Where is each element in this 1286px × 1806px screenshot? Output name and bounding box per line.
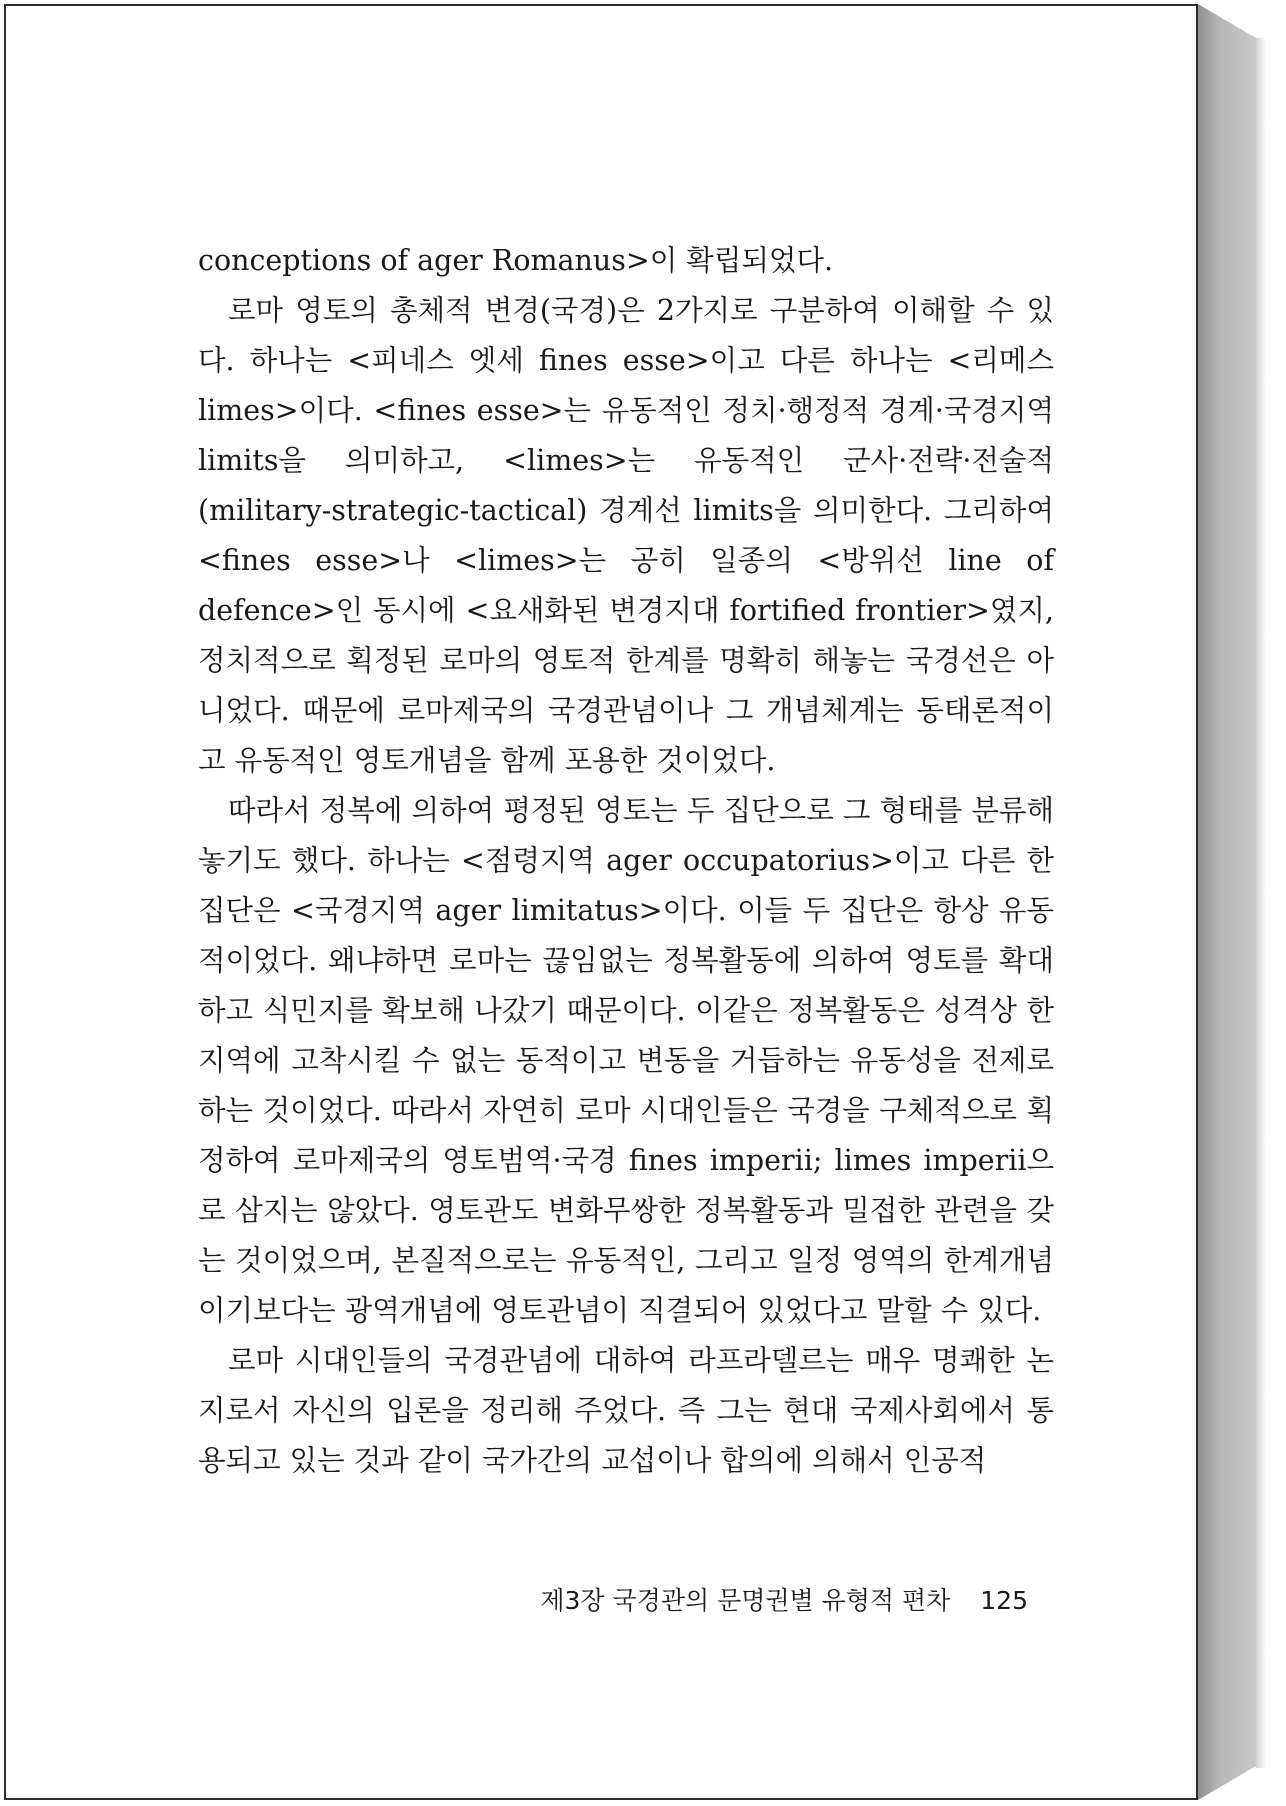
page-number: 125	[980, 1586, 1028, 1615]
paragraph: 로마 시대인들의 국경관념에 대하여 라프라델르는 매우 명쾌한 논지로서 자신의 입론을 정리해 주었다. 즉 그는 현대 국제사회에서 통용되고 있는 것과 같이 국가간의 교섭이나 합의에 의해서 인공적	[198, 1344, 1054, 1477]
book-edge	[1198, 4, 1256, 1800]
paragraph: conceptions of ager Romanus>이 확립되었다.	[198, 244, 834, 277]
paragraph: 따라서 정복에 의하여 평정된 영토는 두 집단으로 그 형태를 분류해 놓기도 했다. 하나는 <점령지역 ager occupatorius>이고 다른 한 집단은 <국경지역 ager limitatus>이다. 이들 두 집단은 항상 유동적이었다. 왜냐하면 로마는 끊임없는 정복활동에 의하여 영토를 확대하고 식민지를 확보해 나갔기 때문이다. 이같은 정복활동은 성격상 한 지역에 고착시킬 수 없는 동적이고 변동을 거듭하는 유동성을 전제로 하는 것이었다. 따라서 자연히 로마 시대인들은 국경을 구체적으로 획정하여 로마제국의 영토범역·국경 fines imperii; limes imperii으로 삼지는 않았다. 영토관도 변화무쌍한 정복활동과 밀접한 관련을 갖는 것이었으며, 본질적으로는 유동적인, 그리고 일정 영역의 한계개념이기보다는 광역개념에 영토관념이 직결되어 있었다고 말할 수 있다.	[198, 794, 1054, 1327]
body-text	[198, 236, 1054, 1486]
book-edge-shadow	[1256, 38, 1266, 1768]
running-head: 제3장 국경관의 문명권별 유형적 편차	[540, 1586, 951, 1615]
paragraph: 로마 영토의 총체적 변경(국경)은 2가지로 구분하여 이해할 수 있다. 하나는 <피네스 엣세 fines esse>이고 다른 하나는 <리메스 limes>이다. <fines esse>는 유동적인 정치·행정적 경계·국경지역 limits을 의미하고, <limes>는 유동적인 군사·전략·전술적(military-strategic-tactical) 경계선 limits을 의미한다. 그리하여 <fines esse>나 <limes>는 공히 일종의 <방위선 line of defence>인 동시에 <요새화된 변경지대 fortified frontier>였지, 정치적으로 획정된 로마의 영토적 한계를 명확히 해놓는 국경선은 아니었다. 때문에 로마제국의 국경관념이나 그 개념체계는 동태론적이고 유동적인 영토개념을 함께 포용한 것이었다.	[198, 294, 1054, 777]
page-footer	[540, 1584, 1028, 1618]
